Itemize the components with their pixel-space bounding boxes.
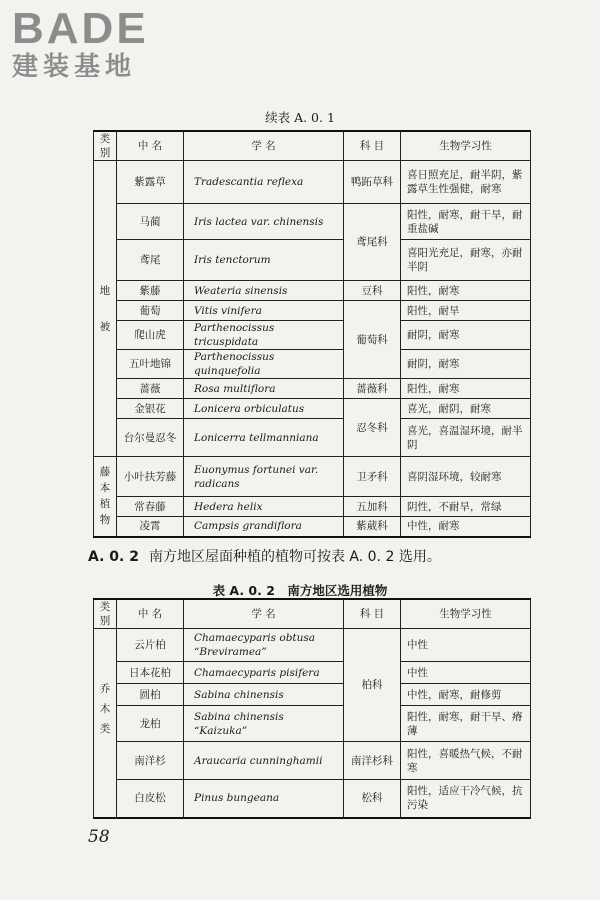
scientific-name: Pinus bungeana xyxy=(184,780,344,818)
plant-family: 鸭跖草科 xyxy=(344,161,401,204)
plant-habit: 喜光，耐阴，耐寒 xyxy=(401,399,531,419)
header-family: 科 目 xyxy=(344,131,401,161)
plant-name: 葡萄 xyxy=(117,301,184,321)
plant-family: 葡萄科 xyxy=(344,301,401,379)
section-text: 南方地区屋面种植的植物可按表 A. 0. 2 选用。 xyxy=(148,549,441,565)
plant-name: 蔷薇 xyxy=(117,379,184,399)
header-habit: 生物学习性 xyxy=(401,599,531,629)
table-header-row xyxy=(94,131,531,161)
plant-name: 凌霄 xyxy=(117,517,184,537)
scientific-name: Sabina chinensis “Kaizuka” xyxy=(184,706,344,742)
scientific-name: Iris lactea var. chinensis xyxy=(184,204,344,240)
plant-family: 紫葳科 xyxy=(344,517,401,537)
table2-caption: 表 A. 0. 2 南方地区选用植物 xyxy=(212,583,388,598)
plant-habit: 中性 xyxy=(401,662,531,684)
plant-habit: 喜日照充足，耐半阴，紫露草生性强健，耐寒 xyxy=(401,161,531,204)
scientific-name: Lonicera orbiculatus xyxy=(184,399,344,419)
scientific-name: Weateria sinensis xyxy=(184,281,344,301)
plant-habit: 中性 xyxy=(401,629,531,662)
plant-habit: 阴性，不耐旱，常绿 xyxy=(401,497,531,517)
table-a01-continued xyxy=(93,130,531,538)
table-row xyxy=(94,161,531,204)
table-row xyxy=(94,662,531,684)
logo-subtitle: 建装基地 xyxy=(12,52,137,82)
plant-family: 忍冬科 xyxy=(344,399,401,457)
plant-habit: 中性，耐寒 xyxy=(401,517,531,537)
plant-habit: 阳性，耐寒，耐干旱，耐重盐碱 xyxy=(401,204,531,240)
table-row xyxy=(94,399,531,419)
header-family: 科 目 xyxy=(344,599,401,629)
plant-name: 紫露草 xyxy=(117,161,184,204)
logo xyxy=(12,6,149,82)
plant-name: 圆柏 xyxy=(117,684,184,706)
table-row xyxy=(94,517,531,537)
table-row xyxy=(94,780,531,818)
scientific-name: Parthenocissus tricuspidata xyxy=(184,321,344,350)
table-row xyxy=(94,684,531,706)
header-name: 中 名 xyxy=(117,131,184,161)
plant-habit: 阳性，耐旱 xyxy=(401,301,531,321)
scientific-name: Araucaria cunninghamii xyxy=(184,742,344,780)
table-row xyxy=(94,204,531,240)
plant-family: 五加科 xyxy=(344,497,401,517)
table-row xyxy=(94,240,531,281)
header-category: 类别 xyxy=(94,599,117,629)
header-category: 类别 xyxy=(94,131,117,161)
table-row xyxy=(94,379,531,399)
header-scientific: 学 名 xyxy=(184,599,344,629)
scientific-name: Vitis vinifera xyxy=(184,301,344,321)
plant-name: 金银花 xyxy=(117,399,184,419)
table-row xyxy=(94,497,531,517)
plant-name: 爬山虎 xyxy=(117,321,184,350)
table-a02 xyxy=(93,598,531,819)
plant-name: 云片柏 xyxy=(117,629,184,662)
plant-habit: 阳性，耐寒 xyxy=(401,379,531,399)
plant-habit: 阳性，适应干冷气候，抗污染 xyxy=(401,780,531,818)
plant-name: 白皮松 xyxy=(117,780,184,818)
header-scientific: 学 名 xyxy=(184,131,344,161)
table-row xyxy=(94,629,531,662)
plant-family: 鸢尾科 xyxy=(344,204,401,281)
plant-name: 紫藤 xyxy=(117,281,184,301)
table-row xyxy=(94,419,531,457)
table-row xyxy=(94,457,531,497)
plant-habit: 喜阳光充足，耐寒，亦耐半阴 xyxy=(401,240,531,281)
plant-family: 豆科 xyxy=(344,281,401,301)
plant-habit: 耐阴，耐寒 xyxy=(401,350,531,379)
scientific-name: Euonymus fortunei var. radicans xyxy=(184,457,344,497)
scientific-name: Hedera helix xyxy=(184,497,344,517)
category-vine: 藤 本 植 物 xyxy=(94,457,117,537)
table1-caption: 续表 A. 0. 1 xyxy=(265,110,335,125)
plant-habit: 阳性，耐寒 xyxy=(401,281,531,301)
category-tree: 乔 木 类 xyxy=(94,629,117,818)
scientific-name: Parthenocissus quinquefolia xyxy=(184,350,344,379)
scientific-name: Chamaecyparis obtusa “Breviramea” xyxy=(184,629,344,662)
plant-habit: 喜阴湿环境，较耐寒 xyxy=(401,457,531,497)
plant-family: 蔷薇科 xyxy=(344,379,401,399)
scientific-name: Lonicerra tellmanniana xyxy=(184,419,344,457)
plant-habit: 中性，耐寒，耐修剪 xyxy=(401,684,531,706)
plant-family: 松科 xyxy=(344,780,401,818)
plant-name: 常春藤 xyxy=(117,497,184,517)
plant-family: 柏科 xyxy=(344,629,401,742)
header-name: 中 名 xyxy=(117,599,184,629)
section-a02 xyxy=(88,546,441,566)
scientific-name: Campsis grandiflora xyxy=(184,517,344,537)
plant-name: 龙柏 xyxy=(117,706,184,742)
plant-name: 南洋杉 xyxy=(117,742,184,780)
table-row xyxy=(94,281,531,301)
plant-family: 卫矛科 xyxy=(344,457,401,497)
table-row xyxy=(94,350,531,379)
table-header-row xyxy=(94,599,531,629)
table-row xyxy=(94,742,531,780)
table-row xyxy=(94,706,531,742)
plant-name: 日本花柏 xyxy=(117,662,184,684)
scientific-name: Chamaecyparis pisifera xyxy=(184,662,344,684)
scientific-name: Tradescantia reflexa xyxy=(184,161,344,204)
page-number: 58 xyxy=(88,827,110,847)
category-ground-cover: 地 被 xyxy=(94,161,117,457)
table-row xyxy=(94,301,531,321)
plant-habit: 喜光，喜温湿环境，耐半阴 xyxy=(401,419,531,457)
plant-family: 南洋杉科 xyxy=(344,742,401,780)
plant-name: 鸢尾 xyxy=(117,240,184,281)
table-row xyxy=(94,321,531,350)
section-number: A. 0. 2 xyxy=(88,549,139,565)
scientific-name: Rosa multiflora xyxy=(184,379,344,399)
plant-habit: 阳性，耐寒，耐干旱、瘠薄 xyxy=(401,706,531,742)
logo-brand: BADE xyxy=(12,4,149,53)
plant-name: 台尔曼忍冬 xyxy=(117,419,184,457)
scientific-name: Sabina chinensis xyxy=(184,684,344,706)
scientific-name: Iris tenctorum xyxy=(184,240,344,281)
plant-name: 五叶地锦 xyxy=(117,350,184,379)
header-habit: 生物学习性 xyxy=(401,131,531,161)
plant-habit: 耐阴，耐寒 xyxy=(401,321,531,350)
plant-habit: 阳性，喜暖热气候，不耐寒 xyxy=(401,742,531,780)
plant-name: 小叶扶芳藤 xyxy=(117,457,184,497)
plant-name: 马蔺 xyxy=(117,204,184,240)
